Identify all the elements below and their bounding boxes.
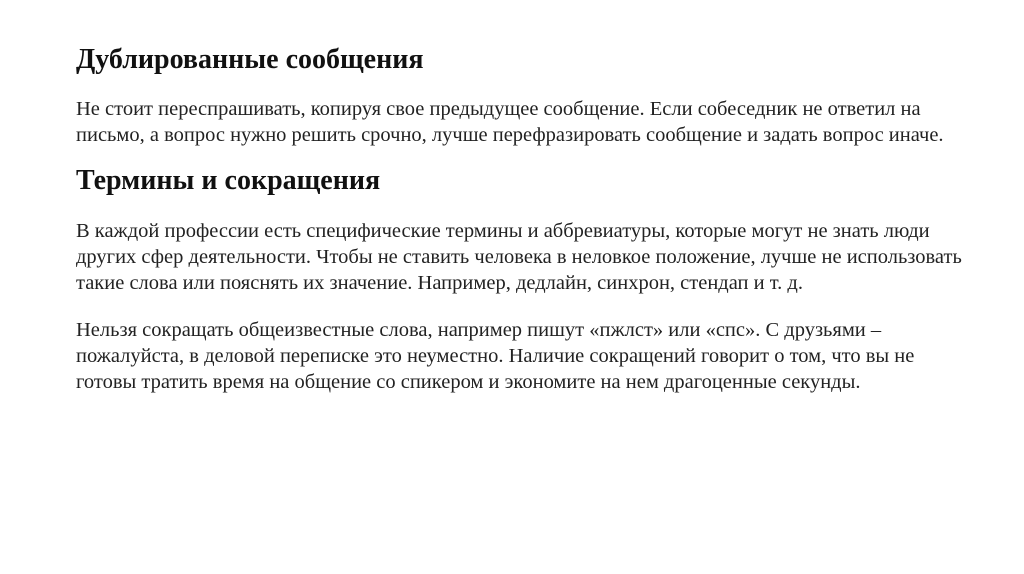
paragraph-abbreviations: Нельзя сокращать общеизвестные слова, например пишут «пжлст» или «спс». С друзьями – пожалуйста, в деловой переписке это неуместно. Наличие сокращений говорит о том, что вы не готовы тратить время на общение со спикером и экономите на нем драгоценные секунды. bbox=[76, 319, 915, 393]
paragraph-terms: В каждой профессии есть специфические термины и аббревиатуры, которые могут не знать люди других сфер деятельности. Чтобы не ставить человека в неловкое положение, лучше не использовать такие слова или пояснять их значение. Например, дедлайн, синхрон, стендап и т. д. bbox=[76, 220, 962, 294]
paragraph-duplicate-messages: Не стоит переспрашивать, копируя свое предыдущее сообщение. Если собеседник не ответил на письмо, а вопрос нужно решить срочно, лучше перефразировать сообщение и задать вопрос иначе. bbox=[76, 98, 944, 146]
heading-duplicate-messages: Дублированные сообщения bbox=[76, 44, 424, 75]
heading-terms-and-abbreviations: Термины и сокращения bbox=[76, 165, 381, 196]
slide-content bbox=[76, 42, 966, 395]
